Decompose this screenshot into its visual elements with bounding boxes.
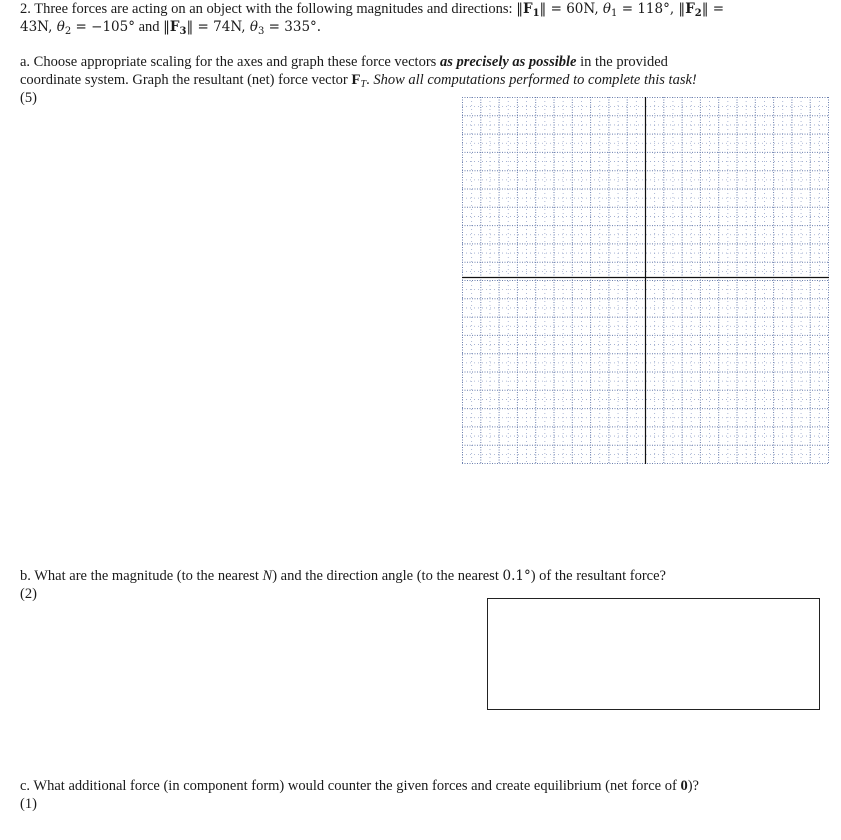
and-word: and bbox=[138, 19, 160, 35]
f3-magnitude: 74N, bbox=[213, 19, 246, 35]
part-c-points: (1) bbox=[20, 796, 37, 812]
part-a-text-1: a. Choose appropriate scaling for the axes and graph these force vectors bbox=[20, 54, 437, 70]
part-a-instruction: Show all computations performed to complete this task! bbox=[373, 72, 697, 88]
f1-symbol: F bbox=[522, 1, 533, 17]
theta2-sub: 2 bbox=[64, 26, 72, 37]
theta3-sub: 3 bbox=[258, 26, 265, 37]
resultant-symbol: F bbox=[351, 72, 361, 88]
part-a-emphasis: as precisely as possible bbox=[439, 54, 577, 70]
question-2-line-1: 2. Three forces are acting on an object with the following magnitudes and directions: $‖F_1‖ = 60N$, $\theta_1 = 118^\circ$, $‖F_2‖$ = bbox=[20, 1, 725, 19]
part-c-question bbox=[20, 777, 699, 795]
f3-symbol: F bbox=[169, 19, 180, 35]
part-a-period: . bbox=[366, 72, 370, 88]
f1-sub: 1 bbox=[532, 8, 540, 19]
theta1-value: 118°, bbox=[637, 1, 675, 17]
theta2-value: −105° bbox=[91, 19, 135, 35]
part-b-unit: N bbox=[262, 568, 273, 584]
f2-magnitude: 43N, bbox=[20, 19, 53, 35]
part-b-precision: 0.1° bbox=[502, 568, 531, 584]
question-2-line-2: 43N, $\theta_2 = -105^\circ$ and $‖F_3‖ = 74N$, $\theta_3 = 335^\circ$. bbox=[20, 19, 322, 37]
theta3-value: 335°. bbox=[284, 19, 322, 35]
part-a-line-1 bbox=[20, 53, 668, 71]
part-b-points: (2) bbox=[20, 586, 37, 602]
part-b-question bbox=[20, 567, 666, 585]
f3-sub: 3 bbox=[179, 26, 187, 37]
f1-magnitude: 60N, bbox=[566, 1, 599, 17]
f2-sub: 2 bbox=[694, 8, 702, 19]
part-c-zero: 0 bbox=[680, 778, 688, 794]
resultant-sub: T bbox=[360, 79, 367, 90]
part-b-text-2: ) and the direction angle (to the nearest bbox=[272, 568, 499, 584]
part-b-text-1: b. What are the magnitude (to the nearest bbox=[20, 568, 259, 584]
question-intro: 2. Three forces are acting on an object with the following magnitudes and directions: bbox=[20, 1, 513, 17]
part-c-text-1: c. What additional force (in component form) would counter the given forces and create equilibrium (net force of bbox=[20, 778, 677, 794]
answer-box[interactable] bbox=[487, 598, 820, 710]
part-b-text-3: ) of the resultant force? bbox=[530, 568, 666, 584]
part-c-text-2: )? bbox=[687, 778, 699, 794]
part-a-line-2 bbox=[20, 71, 697, 89]
part-a-points: (5) bbox=[20, 90, 37, 106]
theta1-sub: 1 bbox=[611, 8, 618, 19]
coordinate-grid[interactable] bbox=[462, 97, 829, 464]
part-a-text-3: coordinate system. Graph the resultant (net) force vector bbox=[20, 72, 348, 88]
part-a-text-2: in the provided bbox=[580, 54, 668, 70]
f2-symbol: F bbox=[685, 1, 695, 17]
